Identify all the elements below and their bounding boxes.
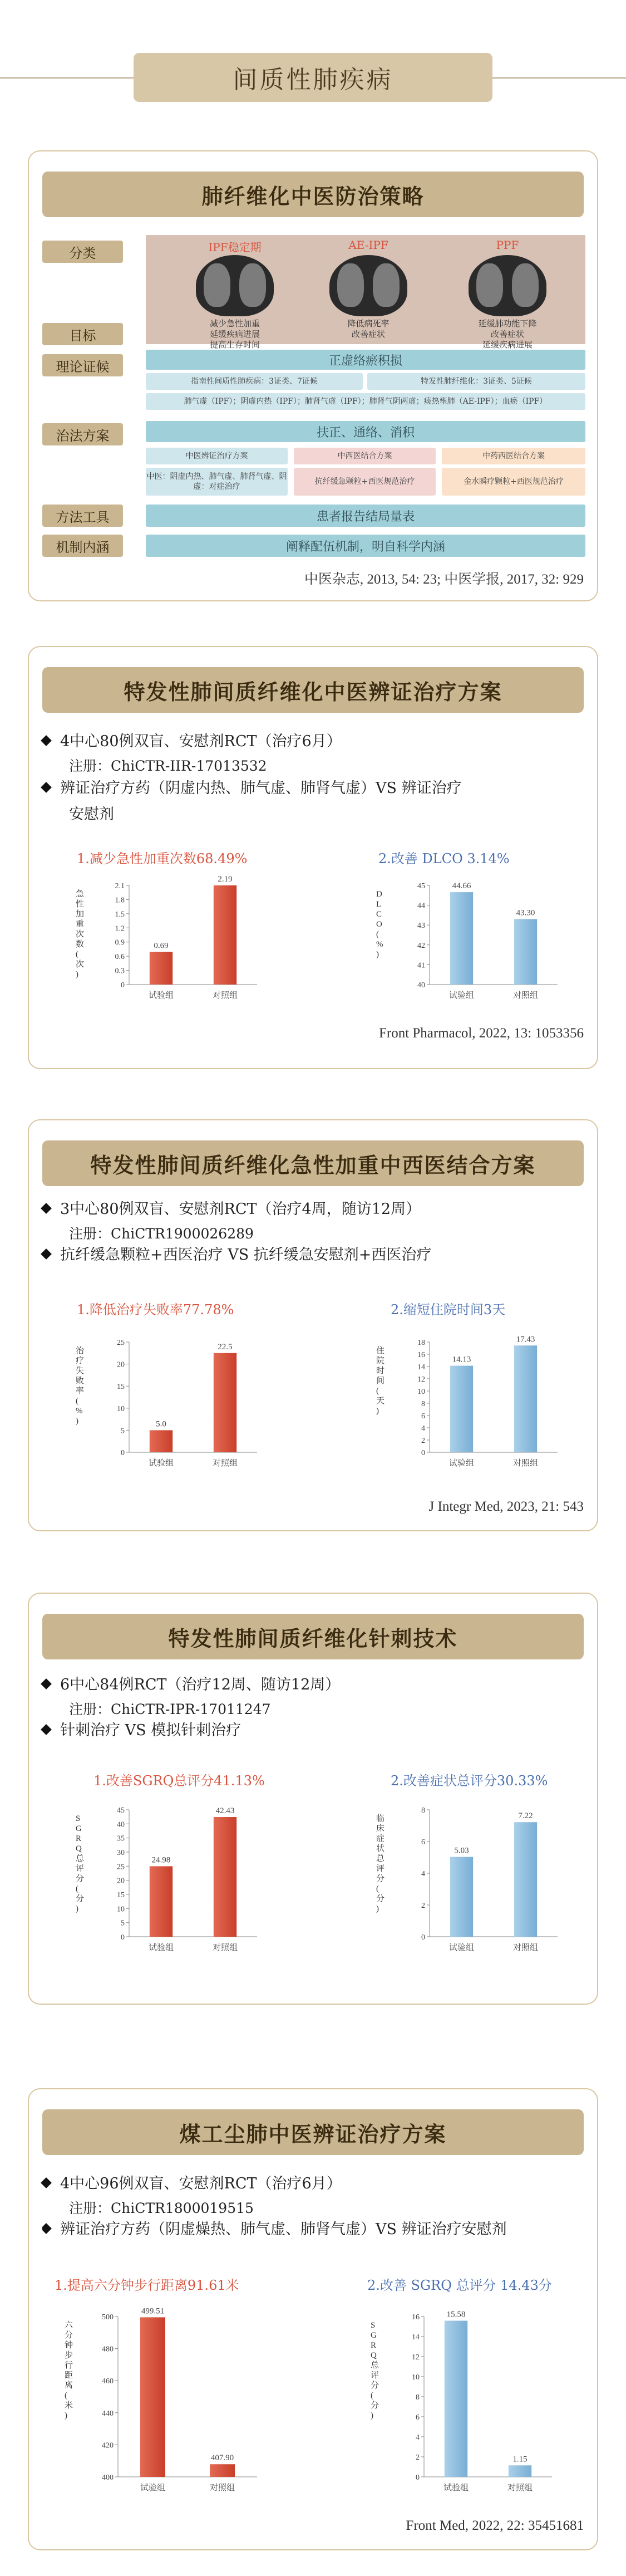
diamond-bullet-icon — [41, 1724, 52, 1735]
method-detail: 抗纤缓急颗粒+西医规范治疗 — [294, 468, 436, 496]
theory-main: 正虚络瘀积损 — [146, 350, 585, 370]
y-tick-label: 44 — [417, 902, 425, 910]
registration: 注册：ChiCTR1800019515 — [69, 2200, 254, 2216]
x-tick-label: 对照组 — [507, 2484, 533, 2492]
banner-divider-left — [0, 77, 134, 79]
ct-label-aeipf: AE-IPF — [348, 238, 388, 252]
data-label: 15.58 — [446, 2310, 466, 2319]
y-axis-label: 住院时间(天) — [376, 1346, 385, 1416]
y-tick-label: 2.1 — [115, 882, 125, 890]
theory-detail: 肺气虚（IPF）；阴虚内热（IPF）；肺肾气虚（IPF）；肺肾气阴两虚；痰热壅肺（AE-IPF）；血瘀（IPF） — [146, 393, 585, 410]
bar — [514, 1345, 537, 1452]
x-tick-label: 试验组 — [443, 2484, 469, 2492]
y-tick-label: 4 — [421, 1424, 425, 1433]
y-tick-label: 15 — [117, 1383, 125, 1392]
x-tick-label: 对照组 — [212, 991, 238, 1000]
ct-scan-image — [329, 255, 407, 316]
diamond-bullet-icon — [42, 2223, 52, 2234]
bullet-text: 辨证治疗方药（阴虚燥热、肺气虚、肺肾气虚）VS 辨证治疗安慰剂 — [60, 2221, 507, 2238]
y-tick-label: 4 — [421, 1870, 425, 1878]
bar-chart — [357, 2301, 591, 2501]
y-tick-label: 10 — [117, 1404, 125, 1413]
x-tick-label: 试验组 — [448, 991, 475, 1000]
method-detail: 中医：阴虚内热、肺气虚、肺肾气虚、阴虚：对症治疗 — [146, 468, 288, 496]
bar — [150, 952, 172, 985]
bar-chart — [363, 1326, 597, 1477]
y-tick-label: 25 — [117, 1339, 125, 1347]
bar-chart — [51, 2301, 296, 2501]
bar — [210, 2464, 235, 2477]
bar — [214, 885, 236, 985]
label-classification: 分类 — [42, 241, 123, 263]
y-tick-label: 20 — [117, 1360, 125, 1369]
y-tick-label: 6 — [421, 1412, 425, 1421]
bar — [140, 2317, 165, 2477]
chart-title: 2.改善 SGRQ 总评分 14.43分 — [367, 2278, 552, 2293]
y-axis-label: S G R Q 总评分(分) — [371, 2321, 379, 2420]
banner-divider-right — [492, 77, 626, 79]
ct-desc-aeipf: 降低病死率 改善症状 — [347, 319, 390, 339]
y-tick-label: 43 — [417, 922, 425, 931]
y-axis-label: 临床症状总评分(分) — [376, 1814, 385, 1913]
data-label: 499.51 — [141, 2306, 165, 2316]
diamond-bullet-icon — [41, 2177, 52, 2188]
bullet-text: 4中心96例双盲、安慰剂RCT（治疗6月） — [60, 2175, 342, 2192]
data-label: 0.69 — [154, 941, 169, 951]
y-tick-label: 0 — [121, 981, 125, 990]
method-detail: 金水瞬疗颗粒+西医规范治疗 — [442, 468, 585, 496]
ct-image-band — [146, 235, 585, 350]
bullet-item — [42, 1198, 421, 1220]
bar — [445, 2321, 467, 2477]
data-label: 2.19 — [218, 875, 233, 884]
y-tick-label: 15 — [117, 1891, 125, 1899]
bar — [450, 892, 473, 985]
x-tick-label: 试验组 — [148, 991, 174, 1000]
mechanism-row: 阐释配伍机制，明自科学内涵 — [146, 535, 585, 557]
bar — [514, 919, 537, 985]
citation: Front Med, 2022, 22: 35451681 — [406, 2518, 584, 2533]
card-title: 特发性肺间质纤维化急性加重中西医结合方案 — [42, 1140, 584, 1186]
y-tick-label: 420 — [102, 2441, 114, 2450]
bar-chart — [62, 870, 296, 1009]
y-tick-label: 16 — [417, 1351, 425, 1359]
y-tick-label: 0 — [121, 1449, 125, 1457]
bar-chart — [363, 870, 597, 1009]
bullet-item — [42, 2219, 588, 2240]
bar-chart — [62, 1794, 296, 1961]
y-tick-label: 8 — [421, 1400, 425, 1408]
y-tick-label: 45 — [117, 1806, 125, 1815]
bullet-item — [42, 1244, 431, 1266]
bullet-text: 4中心80例双盲、安慰剂RCT（治疗6月） — [60, 733, 342, 750]
x-tick-label: 对照组 — [212, 1459, 238, 1468]
y-tick-label: 8 — [421, 1806, 425, 1815]
bar — [214, 1817, 236, 1937]
x-tick-label: 对照组 — [512, 1459, 539, 1468]
label-method: 治法方案 — [42, 423, 123, 445]
data-label: 17.43 — [516, 1335, 535, 1344]
bullet-text: 抗纤缓急颗粒+西医治疗 VS 抗纤缓急安慰剂+西医治疗 — [60, 1246, 432, 1263]
y-tick-label: 40 — [417, 981, 425, 990]
y-tick-label: 35 — [117, 1834, 125, 1843]
y-axis-label: 六分钟步行距离(米) — [65, 2321, 73, 2420]
data-label: 42.43 — [215, 1806, 235, 1816]
y-tick-label: 1.2 — [115, 924, 125, 933]
method-main: 扶正、通络、消积 — [146, 421, 585, 442]
y-tick-label: 400 — [102, 2474, 114, 2482]
chart-title: 1.降低治疗失败率77.78% — [77, 1302, 234, 1318]
y-axis-label: D L C O ( % ) — [376, 890, 383, 959]
bullet-continuation: 安慰剂 — [69, 806, 114, 823]
theory-sub: 指南性间质性肺疾病：3证类、7证候 — [146, 373, 363, 390]
y-tick-label: 41 — [417, 961, 425, 970]
x-tick-label: 对照组 — [512, 1943, 539, 1952]
ct-desc-ppf: 延缓肺功能下降 改善症状 延缓疾病进展 — [478, 319, 537, 350]
bar-chart — [62, 1326, 296, 1477]
bar — [450, 1857, 473, 1937]
bullet-text: 3中心80例双盲、安慰剂RCT（治疗4周，随访12周） — [60, 1201, 421, 1218]
y-tick-label: 14 — [412, 2333, 420, 2342]
tool-row: 患者报告结局量表 — [146, 505, 585, 527]
chart-title: 2.改善症状总评分30.33% — [391, 1773, 548, 1789]
ct-scan-image — [196, 255, 274, 316]
data-label: 407.90 — [210, 2453, 234, 2463]
ct-label-ipf: IPF稳定期 — [208, 241, 262, 254]
bar — [150, 1430, 172, 1452]
registration: 注册：ChiCTR-IPR-17011247 — [69, 1701, 271, 1717]
y-tick-label: 0.6 — [115, 953, 125, 962]
data-label: 1.15 — [512, 2455, 528, 2464]
acupuncture-card — [28, 1593, 598, 2005]
y-tick-label: 12 — [412, 2353, 420, 2362]
chart-title: 1.提高六分钟步行距离91.61米 — [55, 2278, 239, 2293]
chart-title: 1.改善SGRQ总评分41.13% — [93, 1773, 265, 1789]
bar-chart — [363, 1794, 597, 1961]
method-option: 中医辨证治疗方案 — [146, 448, 288, 464]
y-tick-label: 500 — [102, 2313, 114, 2322]
x-tick-label: 试验组 — [148, 1459, 174, 1468]
data-label: 5.0 — [156, 1419, 166, 1429]
y-tick-label: 6 — [421, 1838, 425, 1847]
label-theory: 理论证候 — [42, 354, 123, 376]
bar — [514, 1822, 537, 1937]
tcm-syndrome-card — [28, 646, 598, 1069]
y-tick-label: 460 — [102, 2377, 114, 2386]
y-tick-label: 2 — [416, 2453, 420, 2462]
y-tick-label: 16 — [412, 2313, 420, 2322]
y-tick-label: 25 — [117, 1863, 125, 1872]
bullet-item — [42, 1720, 241, 1741]
x-tick-label: 试验组 — [448, 1459, 475, 1468]
data-label: 43.30 — [516, 908, 535, 918]
label-mechanism: 机制内涵 — [42, 535, 123, 557]
bullet-text: 6中心84例RCT（治疗12周、随访12周） — [60, 1676, 341, 1693]
data-label: 14.13 — [452, 1355, 471, 1364]
y-tick-label: 5 — [121, 1427, 125, 1436]
diamond-bullet-icon — [41, 1248, 52, 1260]
registration: 注册：ChiCTR-IIR-17013532 — [69, 758, 267, 774]
y-tick-label: 12 — [417, 1375, 425, 1384]
strategy-card — [28, 150, 598, 601]
bullet-item — [42, 777, 462, 799]
y-tick-label: 40 — [117, 1820, 125, 1829]
y-tick-label: 10 — [417, 1388, 425, 1396]
method-option: 中西医结合方案 — [294, 448, 436, 464]
diamond-bullet-icon — [41, 735, 52, 746]
data-label: 22.5 — [218, 1342, 233, 1351]
y-tick-label: 1.8 — [115, 896, 125, 905]
ct-scan-image — [469, 255, 546, 316]
y-axis-label: 治疗失败率( % ) — [76, 1346, 85, 1426]
bullet-text: 辨证治疗方药（阴虚内热、肺气虚、肺肾气虚）VS 辨证治疗 — [60, 780, 462, 797]
citation: 中医杂志, 2013, 54: 23; 中医学报, 2017, 32: 929 — [304, 572, 584, 587]
y-tick-label: 2 — [421, 1902, 425, 1910]
bar — [150, 1866, 172, 1937]
diamond-bullet-icon — [41, 1203, 52, 1214]
bar — [450, 1366, 473, 1452]
y-tick-label: 1.5 — [115, 910, 125, 919]
x-tick-label: 试验组 — [140, 2484, 166, 2492]
x-tick-label: 对照组 — [209, 2484, 235, 2492]
chart-title: 2.改善 DLCO 3.14% — [378, 851, 510, 866]
bar — [509, 2465, 531, 2477]
x-tick-label: 试验组 — [148, 1943, 174, 1952]
bar — [214, 1353, 236, 1452]
y-tick-label: 0 — [121, 1933, 125, 1942]
ct-desc-ipf: 减少急性加重 延缓疾病进展 提高生存时间 — [209, 319, 260, 350]
page-title: 间质性肺疾病 — [134, 53, 492, 102]
y-tick-label: 4 — [416, 2433, 420, 2442]
y-tick-label: 30 — [117, 1849, 125, 1857]
bullet-item — [42, 1674, 340, 1696]
y-axis-label: S G R Q 总评分(分) — [76, 1814, 85, 1913]
label-target: 目标 — [42, 323, 123, 345]
ae-ipf-card — [28, 1119, 598, 1531]
bullet-text: 针刺治疗 VS 模拟针刺治疗 — [60, 1722, 241, 1739]
y-tick-label: 480 — [102, 2345, 114, 2354]
card-title: 特发性肺间质纤维化中医辨证治疗方案 — [42, 667, 584, 713]
data-label: 7.22 — [518, 1811, 533, 1821]
y-tick-label: 42 — [417, 941, 425, 950]
label-tool: 方法工具 — [42, 505, 123, 527]
y-tick-label: 8 — [416, 2393, 420, 2402]
y-tick-label: 5 — [121, 1919, 125, 1928]
diamond-bullet-icon — [41, 782, 52, 793]
y-tick-label: 0.3 — [115, 967, 125, 976]
citation: Front Pharmacol, 2022, 13: 1053356 — [378, 1026, 584, 1041]
y-tick-label: 440 — [102, 2409, 114, 2418]
y-tick-label: 10 — [412, 2373, 420, 2382]
bullet-item — [42, 731, 342, 752]
card-title: 煤工尘肺中医辨证治疗方案 — [42, 2109, 584, 2155]
pneumoconiosis-card — [28, 2088, 598, 2550]
y-axis-label: 急性加重次数(次) — [76, 890, 85, 979]
strategy-card-title: 肺纤维化中医防治策略 — [42, 172, 584, 217]
x-tick-label: 试验组 — [448, 1943, 475, 1952]
x-tick-label: 对照组 — [512, 991, 539, 1000]
y-tick-label: 18 — [417, 1339, 425, 1347]
data-label: 44.66 — [452, 881, 471, 891]
x-tick-label: 对照组 — [212, 1943, 238, 1952]
y-tick-label: 0 — [421, 1449, 425, 1457]
chart-title: 2.缩短住院时间3天 — [391, 1302, 506, 1318]
registration: 注册：ChiCTR1900026289 — [69, 1226, 254, 1242]
y-tick-label: 14 — [417, 1363, 425, 1372]
chart-title: 1.减少急性加重次数68.49% — [77, 851, 248, 866]
card-title: 特发性肺间质纤维化针刺技术 — [42, 1614, 584, 1659]
diamond-bullet-icon — [41, 1678, 52, 1689]
y-tick-label: 2 — [421, 1437, 425, 1445]
y-tick-label: 6 — [416, 2413, 420, 2422]
y-tick-label: 0.9 — [115, 938, 125, 947]
y-tick-label: 10 — [117, 1905, 125, 1914]
ct-label-ppf: PPF — [496, 238, 519, 252]
theory-sub: 特发性肺纤维化：3证类、5证候 — [367, 373, 585, 390]
y-tick-label: 45 — [417, 882, 425, 890]
method-option: 中药西医结合方案 — [442, 448, 585, 464]
data-label: 5.03 — [454, 1846, 469, 1855]
bullet-item — [42, 2173, 342, 2195]
y-tick-label: 0 — [421, 1933, 425, 1942]
citation: J Integr Med, 2023, 21: 543 — [428, 1499, 584, 1514]
y-tick-label: 20 — [117, 1877, 125, 1886]
data-label: 24.98 — [151, 1855, 171, 1865]
page-banner — [0, 53, 626, 103]
y-tick-label: 0 — [416, 2474, 420, 2482]
